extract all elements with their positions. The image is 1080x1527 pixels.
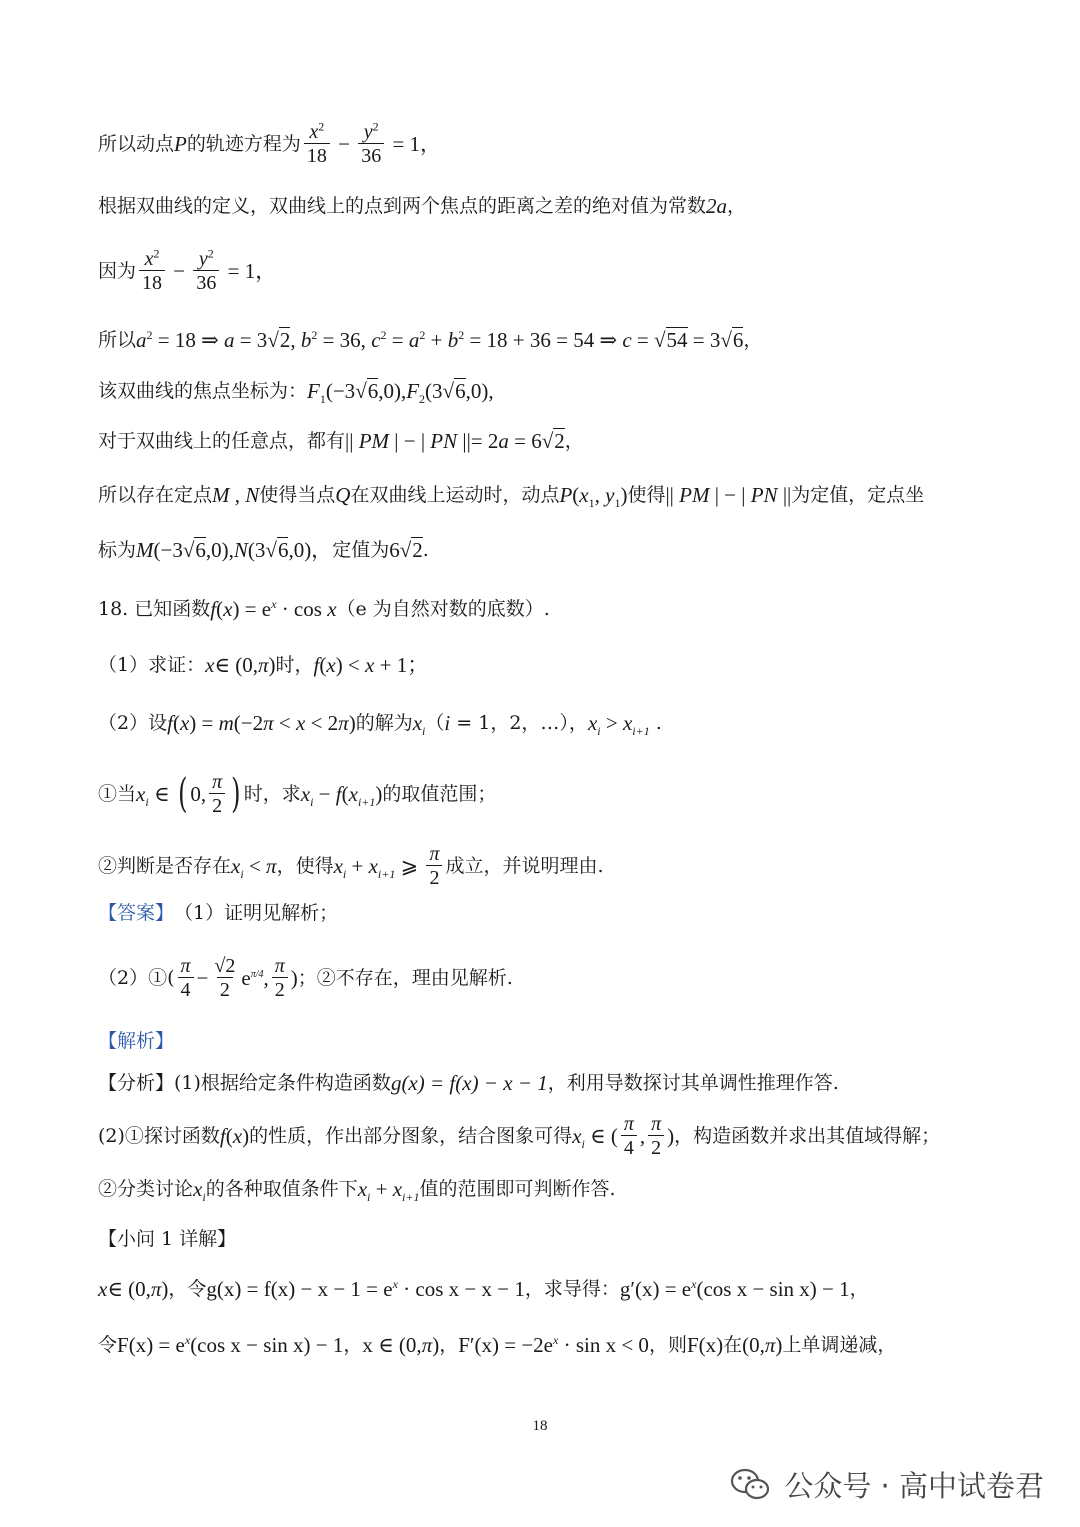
op: ∈ (0, <box>214 653 258 677</box>
op: + <box>346 854 369 878</box>
line-abc-values: 所以 $a^2 = 18$ ⇒ a = 3√2, $b^2 = 36$, $c^2 = a^2 + b^2 = 18 + 36 = 54$ ⇒ c = √54 = 3√6 ， <box>98 328 763 352</box>
op: ∈ <box>148 782 175 806</box>
op: < <box>273 711 296 735</box>
radicand: 2 <box>279 328 291 352</box>
question-18-part-2-1 <box>98 766 1010 822</box>
op: ( <box>572 483 580 507</box>
exp: 2 <box>372 118 379 133</box>
math-var: f <box>167 711 173 735</box>
sub: i <box>581 1137 585 1152</box>
math-var: x <box>587 711 598 735</box>
num: √2 <box>214 954 236 977</box>
text: （ <box>425 712 445 734</box>
math-var: a <box>498 429 509 453</box>
op: ∈ ( <box>584 1124 618 1148</box>
radicand: 54 <box>666 328 688 352</box>
exp: 2 <box>458 328 465 342</box>
op: = 18 ⇒ <box>152 328 224 352</box>
math-var: i <box>444 711 451 735</box>
text: ，求导得： <box>524 1278 620 1300</box>
sub: i <box>597 724 601 739</box>
op: (−2 <box>233 711 264 735</box>
den: 2 <box>272 977 288 1002</box>
op: · cos <box>276 597 328 621</box>
page-number: 18 <box>532 1418 548 1434</box>
exp: π/4 <box>250 969 264 980</box>
op: = 36, <box>317 328 372 352</box>
radicand: 2 <box>412 538 423 562</box>
op: ( <box>319 653 327 677</box>
fraction <box>621 1113 637 1160</box>
watermark <box>730 1464 1044 1505</box>
answer-tag: 【答案】 <box>98 902 175 924</box>
op: ) <box>775 1333 783 1357</box>
math-var: x <box>326 653 336 677</box>
math-var: x <box>327 597 337 621</box>
math-var: b <box>447 328 459 352</box>
text: ，则 <box>648 1334 687 1356</box>
text: 所以存在定点 <box>98 484 213 506</box>
op: || <box>345 429 359 453</box>
math-var: π <box>764 1333 776 1357</box>
text: ， <box>564 430 584 452</box>
sub: i <box>145 795 149 810</box>
math-var: x <box>136 782 146 806</box>
text: 的性质，作出部分图象，结合图象可得 <box>249 1125 573 1147</box>
math-var: M <box>136 538 154 562</box>
exp: 2 <box>380 328 387 342</box>
op: > <box>600 711 623 735</box>
op: = <box>631 328 655 352</box>
math-var: PN <box>750 483 778 507</box>
op: F′(x) = −2e <box>458 1333 554 1357</box>
fraction <box>648 1113 664 1160</box>
op: ) <box>375 782 383 806</box>
question-18-part-1 <box>98 652 1010 678</box>
sub: i+1 <box>377 867 396 882</box>
subquestion-tag: 【小问 1 详解】 <box>98 1228 237 1250</box>
exp: 2 <box>318 118 325 133</box>
op: (−3 <box>325 379 356 403</box>
text: ， <box>727 195 747 217</box>
math-var: PM <box>358 429 390 453</box>
text: ，利用导数探讨其单调性推理作答. <box>547 1072 839 1094</box>
answer-line-2 <box>98 950 1010 1006</box>
op: ) <box>268 653 276 677</box>
math-var: PN <box>430 429 458 453</box>
math-var: x <box>179 711 190 735</box>
exp: 2 <box>207 245 214 260</box>
math-var: x <box>368 854 378 878</box>
sub: 1 <box>319 392 326 407</box>
text: 的解为 <box>355 712 413 734</box>
op: 6 <box>389 538 400 562</box>
right-paren: ) <box>231 771 241 817</box>
num: π <box>651 1112 662 1135</box>
op: + <box>370 1177 393 1201</box>
fraction <box>426 843 442 890</box>
math-var: π <box>421 1333 433 1357</box>
text: 令 <box>98 1334 118 1356</box>
op: x ∈ (0, <box>362 1333 422 1357</box>
fraction <box>272 955 288 1002</box>
op: < <box>243 854 267 878</box>
op: ∈ (0, <box>107 1277 151 1301</box>
den: 4 <box>178 977 194 1002</box>
text: ①当 <box>98 783 137 805</box>
num: π <box>212 770 223 793</box>
line-hyperbola-definition <box>98 193 1010 219</box>
op: ||= 2 <box>457 429 499 453</box>
op: − <box>168 259 191 283</box>
sub: i <box>240 867 244 882</box>
math-var: F <box>406 379 420 403</box>
op: ( <box>216 597 224 621</box>
math-var: M , N <box>212 483 260 507</box>
op: ) <box>290 966 298 990</box>
exp: 2 <box>419 328 426 342</box>
line-fixed-value: 标为 M(−3√6,0),N(3√6,0)， 定值为 6√2 . <box>98 538 429 562</box>
math-var: π <box>263 711 274 735</box>
radicand: 6 <box>455 379 466 403</box>
math-var: x <box>296 711 306 735</box>
text: 上单调递减， <box>782 1334 897 1356</box>
op: = 6 <box>508 429 542 453</box>
exp: x <box>553 1333 559 1347</box>
op: , <box>639 1124 646 1148</box>
radicand: 6 <box>732 328 744 352</box>
op: (cos x − sin x) − 1 <box>190 1333 344 1357</box>
op: , <box>263 966 269 990</box>
fraction <box>358 118 384 168</box>
op: = <box>386 328 409 352</box>
fraction <box>139 245 165 295</box>
op: ( <box>172 711 180 735</box>
math-var: x <box>193 1177 203 1201</box>
exp: 2 <box>146 328 153 342</box>
op: < 2 <box>305 711 339 735</box>
math-var: Q <box>335 483 351 507</box>
op: || <box>665 483 680 507</box>
analysis-line-3 <box>98 1176 1010 1205</box>
math-var: f <box>210 597 217 621</box>
op: ) <box>432 1333 440 1357</box>
op: − <box>332 132 356 156</box>
op: (−3 <box>153 538 183 562</box>
text: . <box>422 539 429 561</box>
op: = 1， <box>222 259 277 283</box>
den: 36 <box>193 270 219 295</box>
den: 4 <box>621 1135 637 1160</box>
math-var: x <box>357 1177 368 1201</box>
sub: 2 <box>419 392 426 407</box>
math-var: N <box>233 538 248 562</box>
detail-line-1 <box>98 1276 1010 1302</box>
text: 成立，并说明理由. <box>445 855 604 877</box>
op: , <box>290 328 301 352</box>
den: 2 <box>648 1135 664 1160</box>
op: ,0), <box>378 379 407 403</box>
text: 定值为 <box>332 539 390 561</box>
den: 18 <box>304 143 330 168</box>
text: ， <box>439 1334 459 1356</box>
math-var: f <box>335 782 342 806</box>
fraction <box>193 245 219 295</box>
text: （2）①( <box>98 967 175 989</box>
sub: i <box>342 867 347 882</box>
radicand: 6 <box>367 379 379 403</box>
math-var: a <box>223 328 235 352</box>
math-var: f <box>313 653 320 677</box>
num: π <box>429 842 440 865</box>
math: g(x) = f(x) − x − 1 <box>390 1071 548 1095</box>
math-var: x <box>98 1277 108 1301</box>
text: ，使得 <box>276 855 334 877</box>
op: − <box>313 782 336 806</box>
text: 根据双曲线的定义，双曲线上的点到两个焦点的距离之差的绝对值为常数 <box>98 195 707 217</box>
sub: i+1 <box>632 724 650 739</box>
sub: i <box>367 1190 371 1205</box>
exp: x <box>271 597 277 611</box>
op: ( <box>225 1124 233 1148</box>
math-var: π <box>266 854 277 878</box>
op: = 1， <box>387 132 442 156</box>
num-var: y <box>198 247 208 270</box>
op: | − | <box>389 429 431 453</box>
num-var: y <box>363 120 373 143</box>
text: 该双曲线的焦点坐标为： <box>98 380 308 402</box>
exp: x <box>392 1277 398 1291</box>
op: g(x) = f(x) − x − 1 = e <box>206 1277 393 1301</box>
math-var: e <box>241 966 251 990</box>
math-var: f <box>219 1124 226 1148</box>
text: 使得 <box>627 484 666 506</box>
op: − <box>196 966 209 990</box>
question-18-part-2 <box>98 710 1010 739</box>
text: = 1，2，…）， <box>450 712 588 734</box>
op: (cos x − sin x) − 1 <box>696 1277 850 1301</box>
text: 的各种取值条件下 <box>205 1178 358 1200</box>
text: （2）设 <box>98 712 168 734</box>
left-paren: ( <box>177 771 188 817</box>
sub: i <box>422 724 426 739</box>
text: 所以动点 <box>98 133 175 155</box>
math-var: π <box>257 653 269 677</box>
question-18-part-2-2 <box>98 840 1010 892</box>
math-var: x <box>622 711 633 735</box>
math-var: x <box>205 653 215 677</box>
line-distance-difference: 对于双曲线上的任意点，都有 || PM | − | PN ||= 2a = 6√2 ， <box>98 429 584 453</box>
radicand: 6 <box>195 538 206 562</box>
text: （e 为自然对数的底数）. <box>336 598 550 620</box>
sub: i+1 <box>402 1190 420 1205</box>
op: ,0), <box>465 379 494 403</box>
text: 对于双曲线上的任意点，都有 <box>98 430 346 452</box>
text: 时， <box>275 654 314 676</box>
math-var: F <box>307 379 320 403</box>
op: ) = <box>189 711 219 735</box>
op: ) < <box>335 653 366 677</box>
exp: 2 <box>153 245 160 260</box>
exp: x <box>691 1277 697 1291</box>
sub: i <box>310 795 314 810</box>
op: , <box>594 483 606 507</box>
op: ) <box>348 711 356 735</box>
op: | − | <box>709 483 751 507</box>
op: ( <box>341 782 349 806</box>
math-var: b <box>300 328 312 352</box>
text: ；②不存在，理由见解析. <box>297 967 513 989</box>
text: 使得当点 <box>259 484 336 506</box>
text: (1)根据给定条件构造函数 <box>174 1072 391 1094</box>
text: 在双曲线上运动时，动点 <box>350 484 560 506</box>
text: ②分类讨论 <box>98 1178 194 1200</box>
op: ,0)， <box>288 538 333 562</box>
math-var: x <box>300 782 311 806</box>
text: （1）证明见解析； <box>174 902 339 924</box>
math-var: m <box>218 711 234 735</box>
text: 的轨迹方程为 <box>186 133 301 155</box>
sub: i+1 <box>357 795 376 810</box>
radicand: 2 <box>554 429 565 453</box>
math-var: PM <box>679 483 710 507</box>
analysis-tag-line <box>98 1028 1010 1054</box>
math-var: x <box>365 653 375 677</box>
text: ，令 <box>168 1278 207 1300</box>
math-var: c <box>622 328 632 352</box>
fraction <box>304 118 330 168</box>
text: 所以 <box>98 329 137 351</box>
num: π <box>623 1112 634 1135</box>
op: 0, <box>190 782 207 806</box>
op: ) = e <box>232 597 272 621</box>
math-var: P <box>174 132 187 156</box>
text: . <box>649 712 662 734</box>
text: 为定值，定点坐 <box>791 484 925 506</box>
op: ,0), <box>205 538 234 562</box>
text: ， <box>849 1278 869 1300</box>
num: π <box>180 954 191 977</box>
question-18-stem <box>98 596 1010 622</box>
analysis-subtag: 【分析】 <box>98 1072 175 1094</box>
math-var: a <box>136 328 147 352</box>
op: + <box>425 328 448 352</box>
text: ， <box>343 1334 363 1356</box>
math-var: x <box>572 1124 582 1148</box>
op: = 3 <box>687 328 721 352</box>
detail-line-2 <box>98 1332 1010 1358</box>
watermark-text: 公众号 · 高中试卷君 <box>784 1469 1044 1503</box>
den: 2 <box>426 865 442 890</box>
text: 在 <box>723 1334 743 1356</box>
den: 2 <box>217 977 233 1002</box>
op: || <box>777 483 792 507</box>
op: (3 <box>425 379 443 403</box>
fraction <box>209 771 225 818</box>
analysis-line-1 <box>98 1070 1010 1096</box>
den: 18 <box>139 270 165 295</box>
math-var: x <box>412 711 423 735</box>
radicand: 6 <box>277 538 289 562</box>
math-var: x <box>333 854 343 878</box>
num-var: x <box>144 247 154 270</box>
line-focus-coordinates: 该双曲线的焦点坐标为： $F_1(-3√6,0),F_2(3√6,0)$, <box>98 379 494 407</box>
text: ， <box>743 329 763 351</box>
analysis-tag: 【解析】 <box>98 1030 175 1052</box>
sub: 1 <box>614 496 621 511</box>
den: 2 <box>209 793 225 818</box>
math-var: c <box>371 328 381 352</box>
text: 18. 已知函数 <box>98 598 211 620</box>
answer-line-1 <box>98 900 1010 926</box>
op: ) <box>667 1124 675 1148</box>
op: (0, <box>742 1333 765 1357</box>
exp: x <box>184 1333 191 1347</box>
math: 2a <box>706 194 728 218</box>
op: ) <box>620 483 628 507</box>
fraction <box>178 955 194 1002</box>
num: π <box>274 954 285 977</box>
text: 值的范围即可判断作答. <box>419 1178 616 1200</box>
num-var: x <box>309 120 319 143</box>
math-var: x <box>232 1124 243 1148</box>
math-var: x <box>223 597 233 621</box>
math-var: y <box>605 483 615 507</box>
den: 36 <box>358 143 384 168</box>
exp: 2 <box>311 328 318 342</box>
text: （1）求证： <box>98 654 206 676</box>
math-var: x <box>392 1177 403 1201</box>
line-because <box>98 245 1010 297</box>
op: ) <box>161 1277 169 1301</box>
text: (2)①探讨函数 <box>98 1125 220 1147</box>
text: 时，求 <box>243 783 301 805</box>
text: 因为 <box>98 260 137 282</box>
math-var: π <box>338 711 349 735</box>
math-var: x <box>231 854 241 878</box>
math-var: P <box>559 483 573 507</box>
subquestion-1-tag-line <box>98 1226 1010 1252</box>
op: (3 <box>247 538 266 562</box>
math: F(x) <box>686 1333 724 1357</box>
text: ②判断是否存在 <box>98 855 232 877</box>
text: 的取值范围； <box>382 783 497 805</box>
math-var: π <box>150 1277 162 1301</box>
line-trajectory-equation <box>98 118 1010 170</box>
op: F(x) = e <box>117 1333 185 1357</box>
wechat-icon <box>730 1467 770 1503</box>
op: g′(x) = e <box>619 1277 692 1301</box>
sub: i <box>202 1190 206 1205</box>
math-var: a <box>408 328 420 352</box>
op: + 1； <box>374 653 429 677</box>
op: · cos x − x − 1 <box>397 1277 525 1301</box>
op: ) <box>242 1124 250 1148</box>
op: = 18 + 36 = 54 ⇒ <box>464 328 623 352</box>
op: = 3 <box>234 328 268 352</box>
line-fixed-points <box>98 482 1010 511</box>
math-var: x <box>579 483 589 507</box>
op: ⩾ <box>395 854 424 878</box>
text: ，构造函数并求出其值域得解； <box>674 1125 941 1147</box>
op: · sin x < 0 <box>558 1333 649 1357</box>
analysis-line-2 <box>98 1110 1010 1162</box>
sub: 1 <box>588 496 595 511</box>
fraction <box>211 955 238 1002</box>
text: 标为 <box>98 539 137 561</box>
math-var: x <box>348 782 358 806</box>
